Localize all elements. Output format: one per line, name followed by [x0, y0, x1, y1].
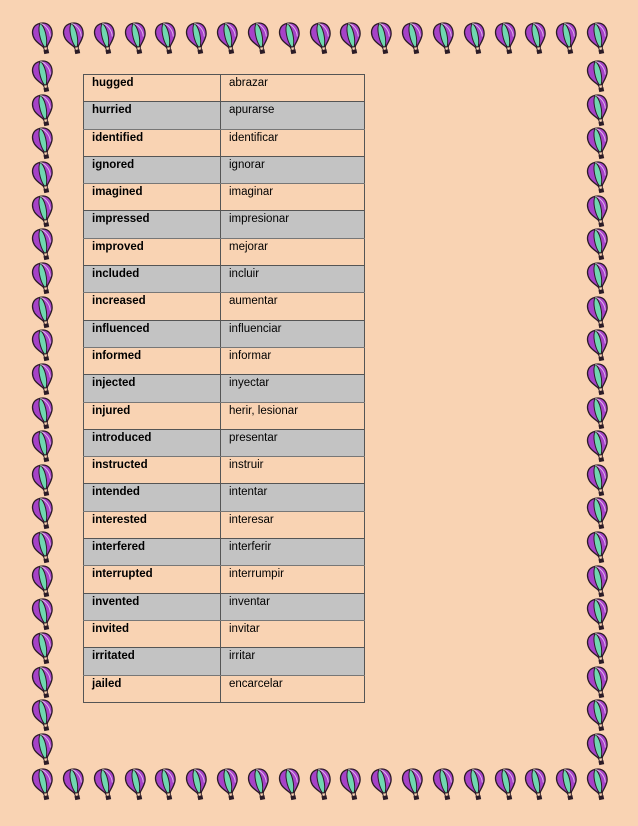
hot-air-balloon-icon: [586, 296, 610, 330]
hot-air-balloon-icon: [463, 768, 487, 802]
hot-air-balloon-icon: [31, 22, 55, 56]
spanish-word-cell: influenciar: [221, 320, 365, 347]
hot-air-balloon-icon: [31, 296, 55, 330]
hot-air-balloon-icon: [124, 768, 148, 802]
hot-air-balloon-icon: [31, 464, 55, 498]
english-word-cell: imagined: [84, 184, 221, 211]
hot-air-balloon-icon: [586, 464, 610, 498]
table-row: [84, 293, 365, 320]
hot-air-balloon-icon: [31, 94, 55, 128]
hot-air-balloon-icon: [586, 195, 610, 229]
spanish-word-cell: invitar: [221, 620, 365, 647]
table-row: [84, 211, 365, 238]
hot-air-balloon-icon: [31, 699, 55, 733]
table-row: [84, 375, 365, 402]
table-row: [84, 484, 365, 511]
hot-air-balloon-icon: [31, 262, 55, 296]
hot-air-balloon-icon: [432, 768, 456, 802]
hot-air-balloon-icon: [216, 22, 240, 56]
hot-air-balloon-icon: [216, 768, 240, 802]
spanish-word-cell: interferir: [221, 539, 365, 566]
table-row: [84, 129, 365, 156]
spanish-word-cell: inyectar: [221, 375, 365, 402]
spanish-word-cell: identificar: [221, 129, 365, 156]
spanish-word-cell: interesar: [221, 511, 365, 538]
table-row: [84, 184, 365, 211]
hot-air-balloon-icon: [31, 598, 55, 632]
spanish-word-cell: intentar: [221, 484, 365, 511]
hot-air-balloon-icon: [154, 768, 178, 802]
spanish-word-cell: mejorar: [221, 238, 365, 265]
hot-air-balloon-icon: [154, 22, 178, 56]
table-row: [84, 566, 365, 593]
table-row: [84, 320, 365, 347]
hot-air-balloon-icon: [401, 22, 425, 56]
spanish-word-cell: presentar: [221, 429, 365, 456]
english-word-cell: ignored: [84, 156, 221, 183]
table-row: [84, 102, 365, 129]
english-word-cell: interfered: [84, 539, 221, 566]
hot-air-balloon-icon: [370, 22, 394, 56]
hot-air-balloon-icon: [586, 397, 610, 431]
english-word-cell: improved: [84, 238, 221, 265]
table-row: [84, 457, 365, 484]
hot-air-balloon-icon: [31, 228, 55, 262]
english-word-cell: intended: [84, 484, 221, 511]
spanish-word-cell: herir, lesionar: [221, 402, 365, 429]
hot-air-balloon-icon: [31, 127, 55, 161]
english-word-cell: hugged: [84, 75, 221, 102]
hot-air-balloon-icon: [586, 565, 610, 599]
hot-air-balloon-icon: [185, 768, 209, 802]
table-row: [84, 511, 365, 538]
table-row: [84, 620, 365, 647]
hot-air-balloon-icon: [586, 228, 610, 262]
hot-air-balloon-icon: [463, 22, 487, 56]
english-word-cell: impressed: [84, 211, 221, 238]
hot-air-balloon-icon: [31, 497, 55, 531]
hot-air-balloon-icon: [586, 94, 610, 128]
hot-air-balloon-icon: [31, 666, 55, 700]
hot-air-balloon-icon: [524, 22, 548, 56]
hot-air-balloon-icon: [555, 22, 579, 56]
english-word-cell: introduced: [84, 429, 221, 456]
hot-air-balloon-icon: [494, 22, 518, 56]
english-word-cell: informed: [84, 347, 221, 374]
english-word-cell: hurried: [84, 102, 221, 129]
hot-air-balloon-icon: [31, 531, 55, 565]
hot-air-balloon-icon: [185, 22, 209, 56]
table-row: [84, 402, 365, 429]
spanish-word-cell: inventar: [221, 593, 365, 620]
spanish-word-cell: encarcelar: [221, 675, 365, 702]
hot-air-balloon-icon: [62, 22, 86, 56]
english-word-cell: increased: [84, 293, 221, 320]
english-word-cell: invited: [84, 620, 221, 647]
table-row: [84, 675, 365, 702]
hot-air-balloon-icon: [31, 161, 55, 195]
spanish-word-cell: imaginar: [221, 184, 365, 211]
spanish-word-cell: aumentar: [221, 293, 365, 320]
spanish-word-cell: apurarse: [221, 102, 365, 129]
spanish-word-cell: impresionar: [221, 211, 365, 238]
hot-air-balloon-icon: [124, 22, 148, 56]
table-row: [84, 648, 365, 675]
hot-air-balloon-icon: [247, 768, 271, 802]
english-word-cell: instructed: [84, 457, 221, 484]
table-row: [84, 593, 365, 620]
hot-air-balloon-icon: [309, 22, 333, 56]
hot-air-balloon-icon: [586, 733, 610, 767]
spanish-word-cell: informar: [221, 347, 365, 374]
hot-air-balloon-icon: [339, 768, 363, 802]
hot-air-balloon-icon: [586, 161, 610, 195]
hot-air-balloon-icon: [370, 768, 394, 802]
hot-air-balloon-icon: [247, 22, 271, 56]
english-word-cell: interested: [84, 511, 221, 538]
vocabulary-table: [83, 74, 365, 703]
spanish-word-cell: incluir: [221, 266, 365, 293]
spanish-word-cell: instruir: [221, 457, 365, 484]
table-row: [84, 266, 365, 293]
hot-air-balloon-icon: [586, 127, 610, 161]
english-word-cell: influenced: [84, 320, 221, 347]
hot-air-balloon-icon: [31, 60, 55, 94]
hot-air-balloon-icon: [31, 768, 55, 802]
hot-air-balloon-icon: [62, 768, 86, 802]
spanish-word-cell: interrumpir: [221, 566, 365, 593]
spanish-word-cell: irritar: [221, 648, 365, 675]
hot-air-balloon-icon: [586, 497, 610, 531]
english-word-cell: included: [84, 266, 221, 293]
hot-air-balloon-icon: [586, 699, 610, 733]
hot-air-balloon-icon: [555, 768, 579, 802]
english-word-cell: identified: [84, 129, 221, 156]
hot-air-balloon-icon: [586, 632, 610, 666]
table-row: [84, 156, 365, 183]
hot-air-balloon-icon: [586, 363, 610, 397]
english-word-cell: jailed: [84, 675, 221, 702]
table-row: [84, 75, 365, 102]
hot-air-balloon-icon: [432, 22, 456, 56]
hot-air-balloon-icon: [31, 329, 55, 363]
table-row: [84, 429, 365, 456]
hot-air-balloon-icon: [586, 329, 610, 363]
hot-air-balloon-icon: [93, 768, 117, 802]
english-word-cell: irritated: [84, 648, 221, 675]
table-row: [84, 539, 365, 566]
hot-air-balloon-icon: [31, 397, 55, 431]
english-word-cell: injected: [84, 375, 221, 402]
hot-air-balloon-icon: [401, 768, 425, 802]
spanish-word-cell: ignorar: [221, 156, 365, 183]
hot-air-balloon-icon: [586, 598, 610, 632]
hot-air-balloon-icon: [309, 768, 333, 802]
hot-air-balloon-icon: [586, 768, 610, 802]
hot-air-balloon-icon: [31, 733, 55, 767]
table-row: [84, 347, 365, 374]
hot-air-balloon-icon: [31, 632, 55, 666]
hot-air-balloon-icon: [31, 565, 55, 599]
hot-air-balloon-icon: [31, 195, 55, 229]
hot-air-balloon-icon: [586, 60, 610, 94]
table-row: [84, 238, 365, 265]
hot-air-balloon-icon: [586, 22, 610, 56]
hot-air-balloon-icon: [278, 22, 302, 56]
english-word-cell: interrupted: [84, 566, 221, 593]
hot-air-balloon-icon: [93, 22, 117, 56]
hot-air-balloon-icon: [31, 430, 55, 464]
hot-air-balloon-icon: [31, 363, 55, 397]
hot-air-balloon-icon: [586, 531, 610, 565]
hot-air-balloon-icon: [586, 430, 610, 464]
english-word-cell: invented: [84, 593, 221, 620]
hot-air-balloon-icon: [278, 768, 302, 802]
hot-air-balloon-icon: [586, 262, 610, 296]
hot-air-balloon-icon: [339, 22, 363, 56]
english-word-cell: injured: [84, 402, 221, 429]
hot-air-balloon-icon: [586, 666, 610, 700]
spanish-word-cell: abrazar: [221, 75, 365, 102]
hot-air-balloon-icon: [524, 768, 548, 802]
hot-air-balloon-icon: [494, 768, 518, 802]
